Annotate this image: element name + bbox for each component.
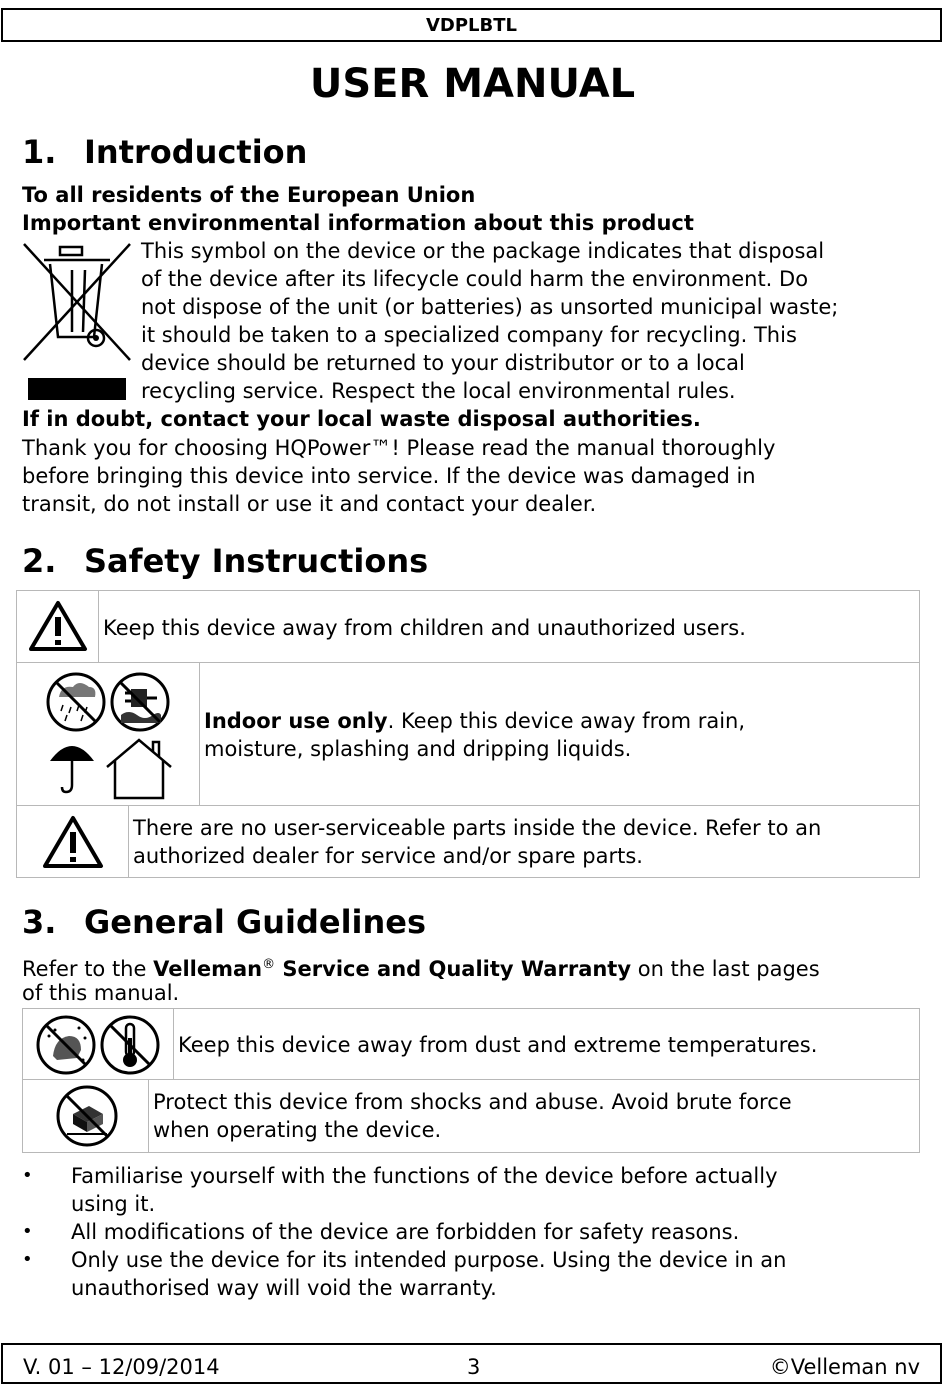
thanks-line: before bringing this device into service. If the device was damaged in <box>22 464 756 488</box>
warning-icon <box>27 599 89 653</box>
thanks-line: transit, do not install or use it and contact your dealer. <box>22 492 597 516</box>
page-number: 3 <box>467 1355 481 1379</box>
guideline-row-text <box>153 1088 913 1144</box>
eu-residents-line: To all residents of the European Union <box>22 183 476 207</box>
warranty-name: Service and Quality Warranty <box>275 957 632 981</box>
guideline-bullet-list <box>22 1162 922 1302</box>
indoor-text-line2: moisture, splashing and dripping liquids. <box>204 737 632 761</box>
shock-line: Protect this device from shocks and abuse. Avoid brute force <box>153 1090 792 1114</box>
page-footer <box>1 1343 942 1384</box>
icon-cell <box>17 663 200 805</box>
registered-mark: ® <box>262 957 276 972</box>
bullet-line: unauthorised way will void the warranty. <box>71 1276 497 1300</box>
safety-row-indoor <box>16 663 920 806</box>
indoor-text: . Keep this device away from rain, <box>387 709 746 733</box>
weee-line: recycling service. Respect the local environmental rules. <box>141 379 736 403</box>
warning-icon <box>41 814 105 870</box>
umbrella-icon <box>47 737 97 797</box>
section-number: 3. <box>22 903 57 941</box>
weee-line: not dispose of the unit (or batteries) as unsorted municipal waste; <box>141 295 839 319</box>
warranty-reference-line2: of this manual. <box>22 981 180 1005</box>
icon-cell <box>17 591 99 662</box>
section-number: 1. <box>22 133 57 171</box>
doubt-line: If in doubt, contact your local waste disposal authorities. <box>22 407 701 431</box>
safety-row-text <box>204 707 904 763</box>
document-title: USER MANUAL <box>309 61 636 107</box>
section-title: Safety Instructions <box>84 542 429 580</box>
no-splash-icon <box>109 671 171 733</box>
section-heading-introduction <box>22 132 307 172</box>
thanks-line: Thank you for choosing HQPower™! Please read the manual thoroughly <box>22 436 776 460</box>
thanks-paragraph <box>22 434 922 518</box>
bullet-item <box>22 1218 922 1246</box>
bullet-item <box>22 1246 922 1302</box>
weee-bin-icon <box>22 242 132 362</box>
copyright: ©Velleman nv <box>769 1355 920 1379</box>
bullet-line: • Only use the device for its intended purpose. Using the device in an <box>71 1248 787 1272</box>
indoor-use-label: Indoor use only <box>204 709 388 733</box>
safety-row-text: Keep this device away from children and unauthorized users. <box>103 616 746 640</box>
section-heading-safety <box>22 541 428 581</box>
velleman-brand: Velleman <box>153 957 263 981</box>
section-title: General Guidelines <box>84 903 427 941</box>
bullet-line: • Familiarise yourself with the functions of the device before actually <box>71 1164 778 1188</box>
icon-cell <box>17 806 129 877</box>
environmental-info-line: Important environmental information about this product <box>22 211 694 235</box>
weee-line: device should be returned to your distributor or to a local <box>141 351 745 375</box>
safety-row-service <box>16 806 920 878</box>
section-heading-general <box>22 902 426 942</box>
safety-row-children <box>16 590 920 663</box>
guideline-row-text: Keep this device away from dust and extreme temperatures. <box>178 1033 818 1057</box>
weee-line: of the device after its lifecycle could harm the environment. Do <box>141 267 809 291</box>
bullet-line: using it. <box>71 1192 156 1216</box>
model-name: VDPLBTL <box>425 15 517 36</box>
bullet-line: • All modifications of the device are forbidden for safety reasons. <box>71 1220 740 1244</box>
weee-line: it should be taken to a specialized company for recycling. This <box>141 323 797 347</box>
refer-text-end: on the last pages <box>631 957 820 981</box>
version-date: V. 01 – 12/09/2014 <box>23 1355 220 1379</box>
shock-line: when operating the device. <box>153 1118 442 1142</box>
section-number: 2. <box>22 542 57 580</box>
guideline-row-dust <box>22 1008 920 1080</box>
weee-line: This symbol on the device or the package indicates that disposal <box>141 239 825 263</box>
guideline-row-shocks <box>22 1080 920 1153</box>
section-title: Introduction <box>84 133 308 171</box>
icon-cell <box>23 1080 149 1152</box>
no-rain-icon <box>45 671 107 733</box>
page-header <box>1 8 942 42</box>
no-dust-icon <box>35 1014 97 1076</box>
bullet-item <box>22 1162 922 1218</box>
weee-text <box>141 237 931 405</box>
refer-text: Refer to the <box>22 957 154 981</box>
service-line: authorized dealer for service and/or spare parts. <box>133 844 643 868</box>
service-line: There are no user-serviceable parts inside the device. Refer to an <box>133 816 822 840</box>
weee-solid-bar <box>28 378 126 400</box>
no-temperature-icon <box>99 1014 161 1076</box>
no-shock-icon <box>55 1084 119 1148</box>
icon-cell <box>23 1009 174 1079</box>
safety-row-text <box>133 814 913 870</box>
house-icon <box>103 737 175 801</box>
